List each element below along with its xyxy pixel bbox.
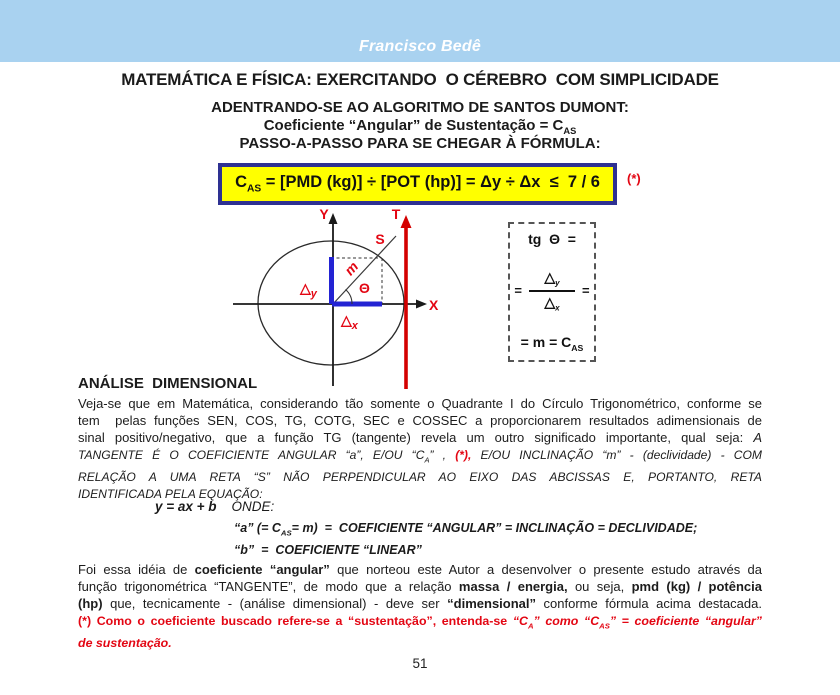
text-segment: coeficiente “angular”	[194, 562, 330, 577]
text-segment: (*) Como o coeficiente buscado refere-se a “sustentação”, entenda-se	[78, 614, 513, 628]
text-segment: Foi essa idéia de	[78, 562, 195, 577]
formula-text	[235, 173, 600, 194]
numerator-subscript: y	[555, 278, 560, 288]
text-segment: A	[527, 621, 534, 631]
subtitle-line-2-subscript: AS	[563, 126, 577, 136]
text-segment: A	[424, 455, 430, 465]
analysis-paragraph	[78, 396, 762, 503]
trigonometric-circle-diagram	[228, 203, 478, 389]
text-segment: A	[753, 429, 762, 445]
text-segment: conforme fórmula acima destacada.	[536, 595, 762, 611]
fraction-bar	[529, 290, 575, 292]
formula-c-subscript: AS	[246, 183, 262, 195]
x-axis-arrowhead	[416, 300, 427, 309]
text-segment: TANGENTE É O COEFICIENTE ANGULAR “a”, E/OU “C	[78, 447, 425, 462]
x-axis-label: X	[429, 297, 439, 313]
text-line	[78, 430, 762, 447]
text-segment: Veja-se que em Matemática, considerando tão somente o Quadrante I do Círculo Trigonométrico, conforme se	[78, 396, 762, 411]
delta-y-subscript: y	[310, 288, 317, 300]
text-line	[78, 396, 762, 413]
tg-result-text: = m = C	[520, 334, 572, 351]
text-segment: tem pelas funções SEN, COS, TG, COTG, SEC e COSSEC a proporcionarem resultados adimensionais de	[78, 412, 762, 428]
delta-fraction	[529, 269, 575, 312]
footnote-marker: (*)	[627, 171, 641, 186]
denominator-subscript: x	[555, 303, 560, 313]
section-heading: ANÁLISE DIMENSIONAL	[78, 375, 258, 392]
tg-fraction-row	[514, 269, 589, 312]
fraction-numerator	[544, 269, 559, 288]
formula-body: = [PMD (kg)] ÷ [POT (hp)] = Δy ÷ Δx ≤ 7 / 6	[261, 173, 600, 192]
text-line	[234, 520, 794, 542]
footnote-paragraph	[78, 613, 762, 652]
text-segment: = m) = COEFICIENTE “ANGULAR” = INCLINAÇÃO = DECLIVIDADE;	[291, 521, 698, 535]
text-line	[155, 499, 274, 514]
text-segment: (*),	[455, 447, 472, 462]
denominator-delta-symbol: △	[544, 293, 556, 310]
y-axis-label: Y	[319, 206, 329, 222]
subtitle-line-2	[0, 117, 840, 136]
delta-y-label	[299, 280, 318, 300]
text-segment: pmd (kg) / potência	[631, 578, 762, 594]
y-axis-arrowhead	[329, 213, 338, 224]
text-segment: ” ,	[429, 447, 456, 462]
text-line	[78, 447, 762, 469]
text-line	[78, 469, 762, 486]
text-segment: (hp)	[78, 595, 103, 611]
closing-paragraph	[78, 562, 762, 613]
tg-result-line	[521, 334, 584, 353]
page-title: MATEMÁTICA E FÍSICA: EXERCITANDO O CÉREBRO COM SIMPLICIDADE	[121, 70, 719, 89]
slope-label: m	[341, 258, 362, 279]
line-equation	[155, 499, 274, 514]
delta-x-symbol: △	[341, 312, 352, 328]
tg-theta-line: tg Θ =	[528, 231, 576, 247]
text-segment: AS	[599, 621, 610, 631]
text-line	[78, 413, 762, 430]
subtitle-line-2-text: Coeficiente “Angular” de Sustentação = C	[263, 117, 564, 134]
text-segment: ” = coeficiente “angular”	[609, 614, 762, 628]
secant-label: S	[375, 231, 385, 247]
text-segment: que, tecnicamente - (análise dimensional) - deve ser	[102, 595, 448, 611]
equals-left: =	[514, 283, 522, 299]
header-band	[0, 0, 840, 62]
text-segment: y = ax + b	[155, 499, 217, 514]
theta-label: Θ	[359, 280, 370, 296]
text-line	[234, 542, 794, 558]
formula-box	[218, 163, 617, 205]
text-segment: “a” (= C	[234, 521, 281, 535]
text-line	[78, 562, 762, 579]
subtitle-line-1: ADENTRANDO-SE AO ALGORITMO DE SANTOS DUMONT:	[211, 99, 629, 116]
text-line	[78, 635, 762, 652]
delta-x-subscript: x	[351, 320, 358, 332]
coefficient-definitions	[234, 520, 794, 558]
text-segment: ou seja,	[567, 578, 632, 594]
text-segment: “C	[512, 614, 528, 628]
text-segment: que norteou este Autor a desenvolver o presente estudo através da	[329, 562, 762, 577]
text-line	[78, 613, 762, 635]
fraction-denominator	[544, 294, 559, 313]
formula-c: C	[235, 173, 247, 192]
numerator-delta-symbol: △	[544, 269, 556, 285]
text-segment: ONDE:	[216, 499, 275, 514]
tangent-formula-box	[508, 222, 596, 362]
tangent-arrowhead	[401, 215, 412, 228]
subtitle-line-3: PASSO-A-PASSO PARA SE CHEGAR À FÓRMULA:	[239, 135, 601, 152]
tg-result-subscript: AS	[571, 342, 584, 353]
text-segment: IDENTIFICADA PELA EQUAÇÃO:	[78, 486, 263, 501]
author-name: Francisco Bedê	[359, 38, 481, 55]
text-segment: E/OU INCLINAÇÃO “m” - (declividade) - COM	[471, 447, 763, 462]
page-number: 51	[412, 656, 428, 671]
text-segment: massa / energia,	[458, 578, 568, 594]
text-segment: AS	[280, 528, 292, 538]
equals-right: =	[582, 283, 590, 299]
text-segment: de sustentação.	[78, 636, 172, 651]
tangent-label: T	[391, 206, 401, 222]
text-segment: sinal positivo/negativo, que a função TG (tangente) revela um outro significado importante, qual seja:	[78, 429, 754, 445]
text-segment: “b” = COEFICIENTE “LINEAR”	[234, 542, 422, 557]
text-line	[78, 579, 762, 596]
text-segment: função trigonométrica “TANGENTE”, de modo que a relação	[78, 578, 459, 594]
text-segment: ” como “C	[533, 614, 600, 628]
text-segment: RELAÇÃO A UMA RETA “S” NÃO PERPENDICULAR AO EIXO DAS ABCISSAS E, PORTANTO, RETA	[78, 470, 762, 485]
text-line	[78, 596, 762, 613]
delta-x-label	[340, 312, 359, 332]
text-segment: “dimensional”	[447, 595, 537, 611]
delta-y-symbol: △	[300, 280, 311, 296]
